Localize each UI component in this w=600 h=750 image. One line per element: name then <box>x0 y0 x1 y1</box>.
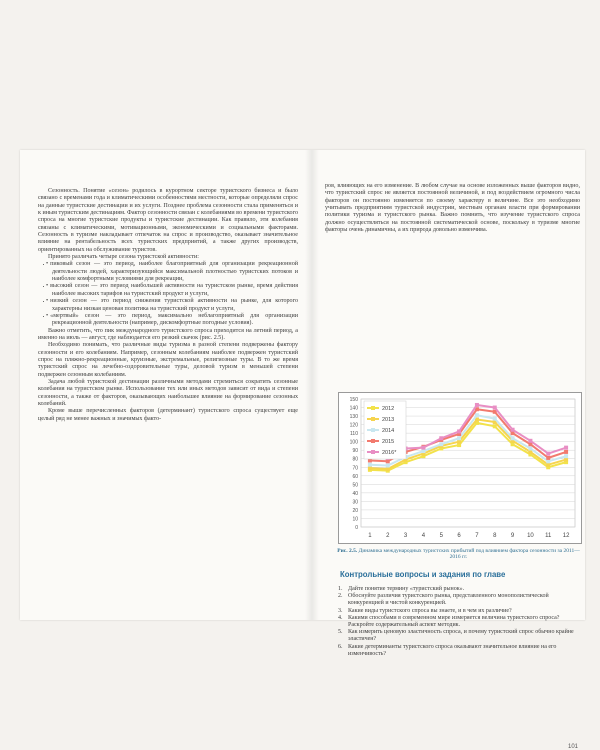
y-tick-label: 40 <box>352 490 358 497</box>
data-point <box>439 442 443 446</box>
question-number: 2. <box>338 593 343 600</box>
y-tick-label: 20 <box>352 507 358 514</box>
list-item <box>338 615 583 629</box>
question-text: Какие детерминанты туристского спроса оказывают значительное влияние на его изменчивость? <box>348 643 557 657</box>
x-tick-label: 7 <box>475 533 479 539</box>
data-point <box>564 450 568 454</box>
left-page-text <box>38 188 298 423</box>
legend-label: 2012 <box>382 406 395 412</box>
x-tick-label: 11 <box>545 533 552 539</box>
data-point <box>457 429 461 433</box>
data-point <box>368 463 372 467</box>
legend-label: 2014 <box>382 428 395 434</box>
legend-marker <box>371 428 375 432</box>
book-spread <box>20 150 585 750</box>
list-item-text: пиковый сезон — это период, наиболее благоприятный для организации рекреационной деятельности людей, характеризующийся максимальной плотностью туристских потоков и наиболее комфортными условиями для рекреации, <box>50 261 298 283</box>
list-item <box>52 283 298 298</box>
data-point <box>457 440 461 444</box>
y-tick-label: 30 <box>352 499 358 506</box>
list-item-text: «мертвый» сезон — это период, максимально неблагоприятный для организации рекреационной деятельности (например, дискомфортные погодные условия). <box>50 312 298 327</box>
data-point <box>511 428 515 432</box>
y-tick-label: 140 <box>349 405 358 412</box>
question-number: 3. <box>338 607 343 614</box>
data-point <box>511 436 515 440</box>
paragraph-four-seasons: Принято различать четыре сезона туристской активности: <box>48 254 199 261</box>
paragraph-task: Задача любой туристской дестинации различными методами стремиться сократить сезонные колебания на туристском рынке. Использование тех или иных методов зависит от вида и степени сезонности, а также от факторов, оказывающих наибольшее влияние на формирование сезонных колебаний. <box>38 378 298 407</box>
legend-marker <box>371 450 375 454</box>
list-item-text: высокий сезон — это период наибольшей активности на туристском рынке, время действия наиболее высоких тарифов на туристский продукт и услуги, <box>50 283 298 297</box>
data-point <box>457 443 461 447</box>
legend-label: 2013 <box>382 417 395 423</box>
y-tick-label: 120 <box>349 422 358 429</box>
figure-caption <box>336 548 581 561</box>
data-point <box>368 466 372 470</box>
question-text: Как измерить ценовую эластичность спроса, и почему туристский спрос обычно крайне эластичен? <box>348 629 574 643</box>
question-number: 1. <box>338 586 343 592</box>
y-tick-label: 10 <box>352 516 358 523</box>
legend-marker <box>371 417 375 421</box>
data-point <box>386 459 390 463</box>
data-point <box>421 446 425 450</box>
x-tick-label: 10 <box>527 533 534 539</box>
paragraph-types: Необходимо понимать, что различные виды туризма в разной степени подвержены фактору сезонности и его колебаниям. Например, сезонным колебаниям наиболее подвержен туристский спрос на пляжно-рекреационные, круизные, экстремальные, религиозные туры. В то же время туристский спрос на лечебно-оздоровительные туры, деловой туризм в меньшей степени подвержен сезонным колебаниям. <box>38 342 298 378</box>
list-item <box>338 593 583 607</box>
chart-figure <box>338 392 582 544</box>
question-number: 5. <box>338 629 343 636</box>
data-point <box>493 406 497 410</box>
section-title: Контрольные вопросы и задания по главе <box>340 570 506 579</box>
x-tick-label: 4 <box>421 533 426 539</box>
legend-label: 2016* <box>382 450 397 456</box>
data-point <box>528 439 532 443</box>
question-text: Какими способами в современном мире измеряется величина туристского спроса? Раскройте содержательный аспект методик. <box>348 614 560 629</box>
question-text: Какие виды туристского спроса вы знаете, и в чем их различие? <box>348 607 512 614</box>
line-chart <box>339 393 581 543</box>
caption-label: Рис. 2.5. <box>337 548 358 554</box>
data-point <box>493 417 497 421</box>
legend-label: 2015 <box>382 439 395 445</box>
paragraph-peak: Важно отметить, что пик международного туристского спроса приходится на летний период, а именно на июль — август, где наблюдается его резкий скачок (рис. 2.5). <box>38 327 298 341</box>
y-tick-label: 60 <box>352 473 358 480</box>
data-point <box>546 452 550 456</box>
x-tick-label: 3 <box>403 533 408 539</box>
y-tick-label: 0 <box>355 525 358 531</box>
y-tick-label: 50 <box>352 482 358 489</box>
y-tick-label: 90 <box>352 448 358 455</box>
list-item <box>338 644 583 658</box>
book-gutter <box>305 150 319 620</box>
data-point <box>386 464 390 468</box>
data-point <box>421 449 425 453</box>
list-item <box>52 261 298 283</box>
caption-text: Динамика международных туристских прибытий под влиянием фактора сезонности за 2011—2016 гг. <box>358 548 580 561</box>
right-page-text <box>325 183 580 234</box>
data-point <box>475 403 479 407</box>
legend-marker <box>371 439 375 443</box>
x-tick-label: 12 <box>562 533 570 539</box>
season-list <box>38 261 298 327</box>
list-item-text: низкий сезон — это период снижения туристской активности на рынке, для которого характерны низкая ценовая политика на туристский продукт и услуги, <box>50 298 298 312</box>
legend-marker <box>371 406 375 410</box>
question-number: 4. <box>338 614 343 621</box>
x-tick-label: 9 <box>510 533 515 539</box>
x-tick-label: 8 <box>493 533 497 539</box>
y-tick-label: 100 <box>349 439 358 446</box>
list-item <box>338 629 583 643</box>
y-tick-label: 130 <box>349 414 358 421</box>
list-item <box>338 608 583 615</box>
data-point <box>386 467 390 471</box>
x-tick-label: 6 <box>457 533 461 539</box>
question-text: Дайте понятие термину «туристский рынок». <box>348 586 465 592</box>
x-tick-label: 1 <box>368 533 372 539</box>
list-item <box>52 313 298 328</box>
paragraph-seasonality: Сезонность. Понятие «сезон» родилось в курортном секторе туристского бизнеса и было связано с временами года и климатическими особенностями местности, которые определяли спрос на данные туристские дестинации и их услуги. Позднее проблема сезонности стала применяться и к иным туристским дестинациям. Фактор сезонности связан с колебаниями во времени туристского спроса на многие туристские продукты и туристские дестинации. Как правило, эти колебания связаны с климатическими, мотивационными, экономическими и социальными факторами. Сезонность в туризме накладывает отпечаток на спрос и производство, оказывает значительное влияние на рентабельность всех туристских предприятий, а также других производств, ориентированных на обслуживание туристов. <box>38 188 298 253</box>
data-point <box>475 413 479 417</box>
page-number: 101 <box>568 744 579 750</box>
data-point <box>564 446 568 450</box>
question-number: 6. <box>338 643 343 650</box>
list-item <box>52 298 298 313</box>
x-tick-label: 2 <box>386 533 390 539</box>
data-point <box>546 456 550 460</box>
questions-list <box>338 586 583 658</box>
y-tick-label: 70 <box>352 465 358 472</box>
y-tick-label: 110 <box>350 431 358 438</box>
data-point <box>546 459 550 463</box>
x-tick-label: 5 <box>439 533 443 539</box>
paragraph-factors: Кроме выше перечисленных факторов (детерминант) туристского спроса существует еще целый ряд не менее важных и значимых факто- <box>38 408 298 422</box>
data-point <box>528 446 532 450</box>
data-point <box>439 436 443 440</box>
y-tick-label: 150 <box>349 397 358 403</box>
paragraph-continuation: ров, влияющих на его изменение. В любом случае на основе изложенных выше факторов видно, что туристский спрос не является постоянной величиной, и под воздействием огромного числа факторов он постоянно изменяется по своему характеру в величине. Все это необходимо учитывать предприятиям туристской индустрии, местным органам власти при формировании политики туризма и туристского рынка. Важно помнить, что изучение туристского спроса должно осуществляться на постоянной систематической основе, поскольку в туризме многие факторы очень динамичны, а их природа довольно изменчива. <box>325 183 580 234</box>
question-text: Обоснуйте различия туристского рынка, представленного монополистической конкуренцией и чистой конкуренцией. <box>348 593 549 607</box>
data-point <box>546 463 550 467</box>
data-point <box>564 458 568 462</box>
data-point <box>564 454 568 458</box>
data-point <box>457 436 461 440</box>
y-tick-label: 80 <box>352 456 358 463</box>
